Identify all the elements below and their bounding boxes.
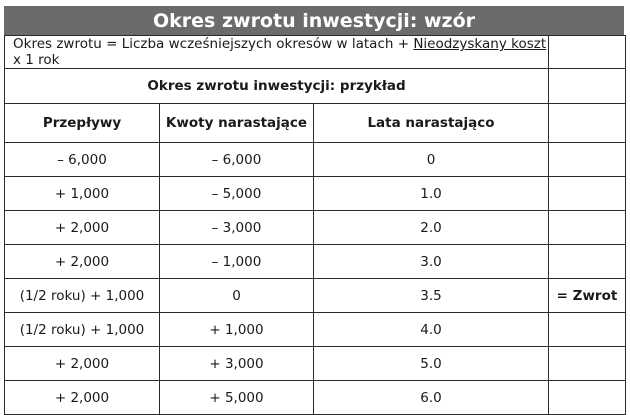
formula-underlined: Nieodzyskany koszt	[413, 36, 547, 52]
formula-row	[5, 36, 626, 69]
cell-flow: (1/2 roku) + 1,000	[5, 313, 160, 347]
cell-cumulative: – 6,000	[160, 143, 314, 177]
table-row	[5, 279, 626, 313]
cell-cumulative: – 1,000	[160, 245, 314, 279]
cell-flow: + 2,000	[5, 211, 160, 245]
cell-cumulative: + 1,000	[160, 313, 314, 347]
empty-cell	[549, 104, 626, 143]
cell-flow: + 2,000	[5, 245, 160, 279]
example-title: Okres zwrotu inwestycji: przykład	[5, 69, 549, 104]
formula-rhs: x 1 rok	[13, 52, 60, 68]
formula-text	[5, 36, 549, 69]
cell-years: 4.0	[314, 313, 549, 347]
cell-years: 2.0	[314, 211, 549, 245]
example-title-row	[5, 69, 626, 104]
cell-years: 0	[314, 143, 549, 177]
cell-note	[549, 211, 626, 245]
cell-note: = Zwrot	[549, 279, 626, 313]
table-row	[5, 245, 626, 279]
payback-table	[4, 35, 626, 415]
cell-years: 1.0	[314, 177, 549, 211]
cell-note	[549, 347, 626, 381]
column-header-years: Lata narastająco	[314, 104, 549, 143]
table-row	[5, 347, 626, 381]
cell-note	[549, 381, 626, 415]
cell-cumulative: + 5,000	[160, 381, 314, 415]
column-header-cumulative: Kwoty narastające	[160, 104, 314, 143]
empty-cell	[549, 36, 626, 69]
cell-years: 6.0	[314, 381, 549, 415]
cell-flow: + 1,000	[5, 177, 160, 211]
cell-note	[549, 177, 626, 211]
cell-note	[549, 143, 626, 177]
table-row	[5, 143, 626, 177]
cell-flow: + 2,000	[5, 347, 160, 381]
cell-cumulative: – 5,000	[160, 177, 314, 211]
header-row	[5, 104, 626, 143]
cell-years: 3.0	[314, 245, 549, 279]
cell-cumulative: 0	[160, 279, 314, 313]
table-row	[5, 177, 626, 211]
cell-years: 3.5	[314, 279, 549, 313]
cell-flow: (1/2 roku) + 1,000	[5, 279, 160, 313]
column-header-flows: Przepływy	[5, 104, 160, 143]
empty-cell	[549, 69, 626, 104]
cell-flow: – 6,000	[5, 143, 160, 177]
cell-note	[549, 313, 626, 347]
table-row	[5, 313, 626, 347]
cell-note	[549, 245, 626, 279]
formula-lhs: Okres zwrotu = Liczba wcześniejszych okresów w latach +	[13, 36, 414, 52]
cell-cumulative: – 3,000	[160, 211, 314, 245]
table-row	[5, 381, 626, 415]
document-title: Okres zwrotu inwestycji: wzór	[4, 6, 624, 35]
cell-cumulative: + 3,000	[160, 347, 314, 381]
cell-years: 5.0	[314, 347, 549, 381]
table-row	[5, 211, 626, 245]
cell-flow: + 2,000	[5, 381, 160, 415]
